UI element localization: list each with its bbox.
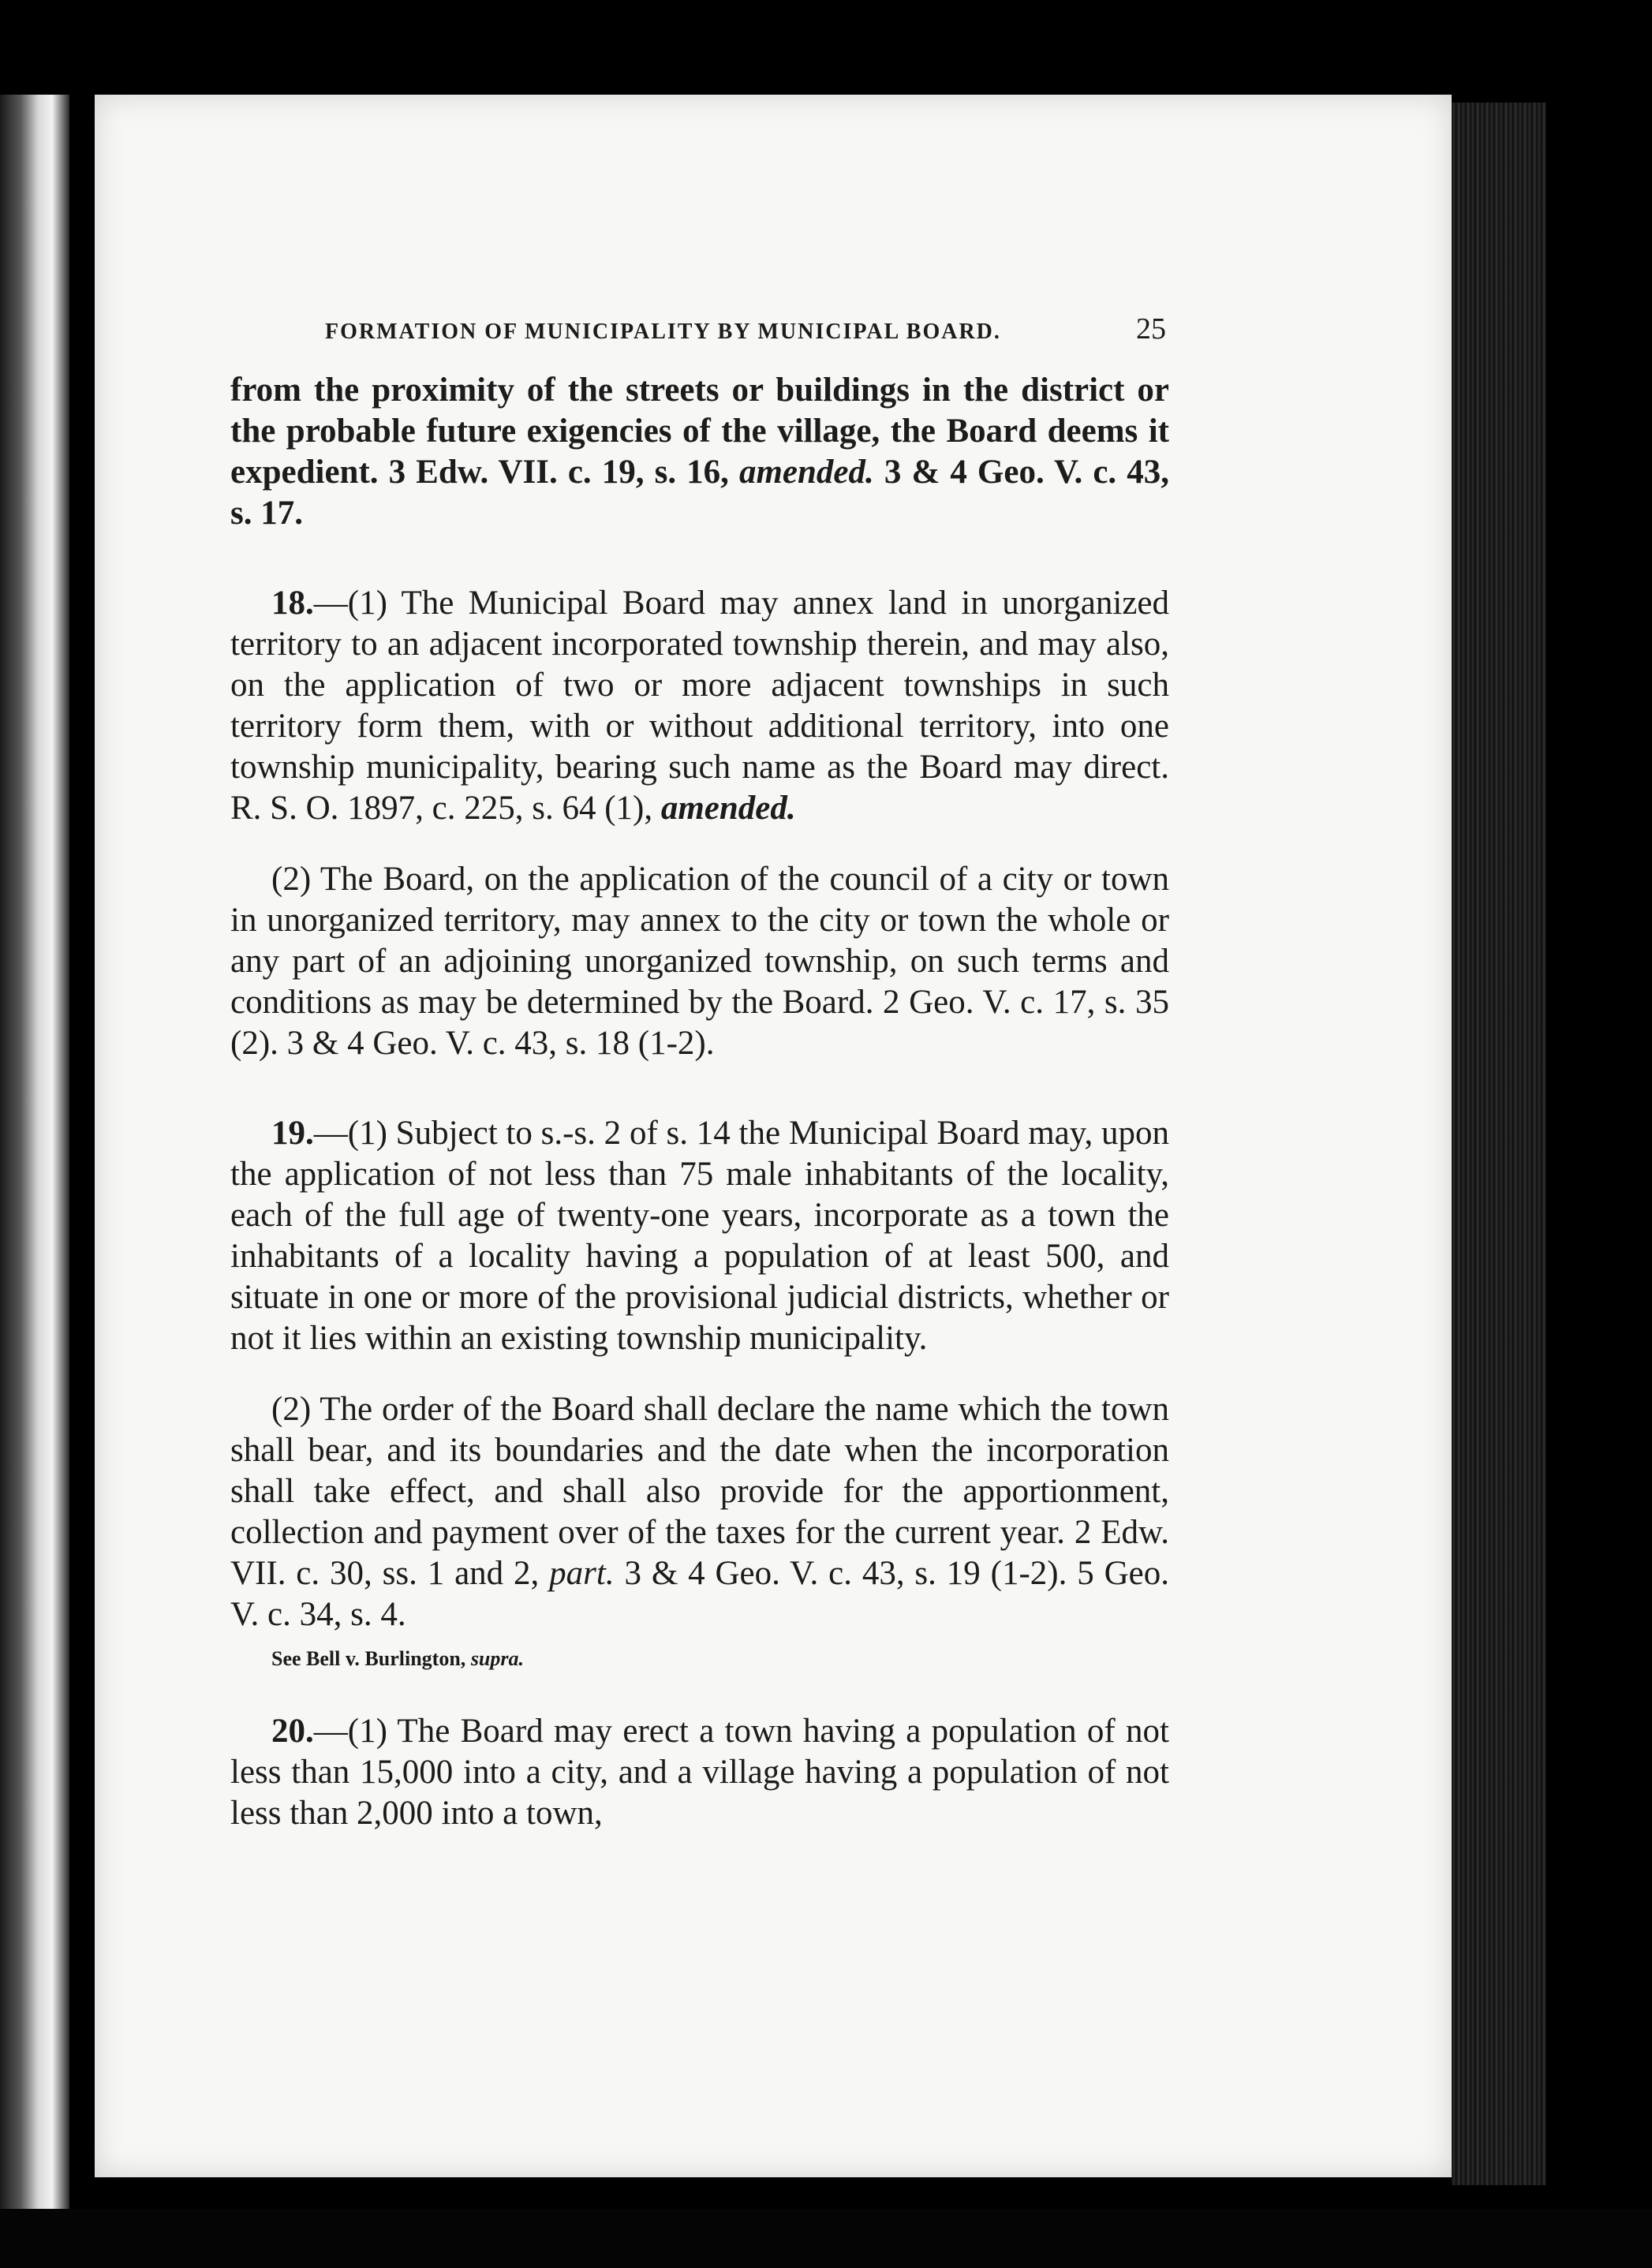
section-18-subsection-2: (2) The Board, on the application of the council of a city or town in unorganized territory, may annex to the city or town the whole or any part of an adjoining unorganized township, on such terms and conditions as may be determined by the Board. 2 Geo. V. c. 17, s. 35 (2). 3 & 4 Geo. V. c. 43, s. 18 (1-2). [230, 861, 1169, 1062]
section-18-amended: amended. [660, 790, 796, 827]
section-18-number: 18. [271, 585, 314, 622]
section-19-subsection-2 [230, 1389, 1169, 1635]
book-fore-edge [1452, 103, 1546, 2185]
page-number: 25 [1136, 312, 1166, 346]
section-20-number: 20. [271, 1713, 314, 1750]
section-19-part: part. [549, 1555, 615, 1592]
section-18-subsection-1 [230, 583, 1169, 829]
section-19-subsection-1-text: —(1) Subject to s.-s. 2 of s. 14 the Municipal Board may, upon the application of not less than 75 male inhabitants of the locality, each of the full age of twenty-one years, incorporate as a town the inhabitants of a locality having a population of at least 500, and situate in one or more of the provisional judicial districts, whether or not it lies within an existing township municipality. [230, 1115, 1169, 1357]
scan-bottom-border [0, 2209, 1652, 2268]
section-19-subsection-2-tail: 3 & 4 Geo. V. c. 43, s. 19 (1-2). 5 Geo. V. c. 34, s. 4. [230, 1555, 1169, 1633]
section-19-subsection-1 [230, 1113, 1169, 1359]
facing-page-edge [0, 95, 69, 2225]
page-text-block [230, 312, 1169, 1834]
continuation-paragraph [230, 370, 1169, 534]
section-20-subsection-1 [230, 1711, 1169, 1834]
case-note-text: See Bell v. Burlington, [271, 1647, 466, 1670]
section-20-subsection-1-text: —(1) The Board may erect a town having a population of not less than 15,000 into a city, and a village having a population of not less than 2,000 into a town, [230, 1713, 1169, 1832]
continuation-amended: amended. [738, 454, 874, 491]
continuation-tail: 3 & 4 Geo. V. c. 43, s. 17. [230, 454, 1169, 532]
running-head-title: FORMATION OF MUNICIPALITY BY MUNICIPAL BOARD. [325, 319, 1001, 344]
continuation-text: from the proximity of the streets or buildings in the district or the probable future exigencies of the village, the Board deems it expedient. 3 Edw. VII. c. 19, s. 16, [230, 372, 1169, 491]
case-note [230, 1645, 1169, 1673]
section-18-subsection-1-text: —(1) The Municipal Board may annex land in unorganized territory to an adjacent incorporated township therein, and may also, on the application of two or more adjacent townships in such territory form them, with or without additional territory, into one township municipality, bearing such name as the Board may direct. R. S. O. 1897, c. 225, s. 64 (1), [230, 585, 1169, 827]
section-19-number: 19. [271, 1115, 314, 1152]
section-19-subsection-2-text: (2) The order of the Board shall declare the name which the town shall bear, and its boundaries and the date when the incorporation shall take effect, and shall also provide for the apportionment, collection and payment over of the taxes for the current year. 2 Edw. VII. c. 30, ss. 1 and 2, [230, 1391, 1169, 1592]
case-note-supra: supra. [470, 1647, 525, 1670]
running-head [230, 312, 1169, 346]
